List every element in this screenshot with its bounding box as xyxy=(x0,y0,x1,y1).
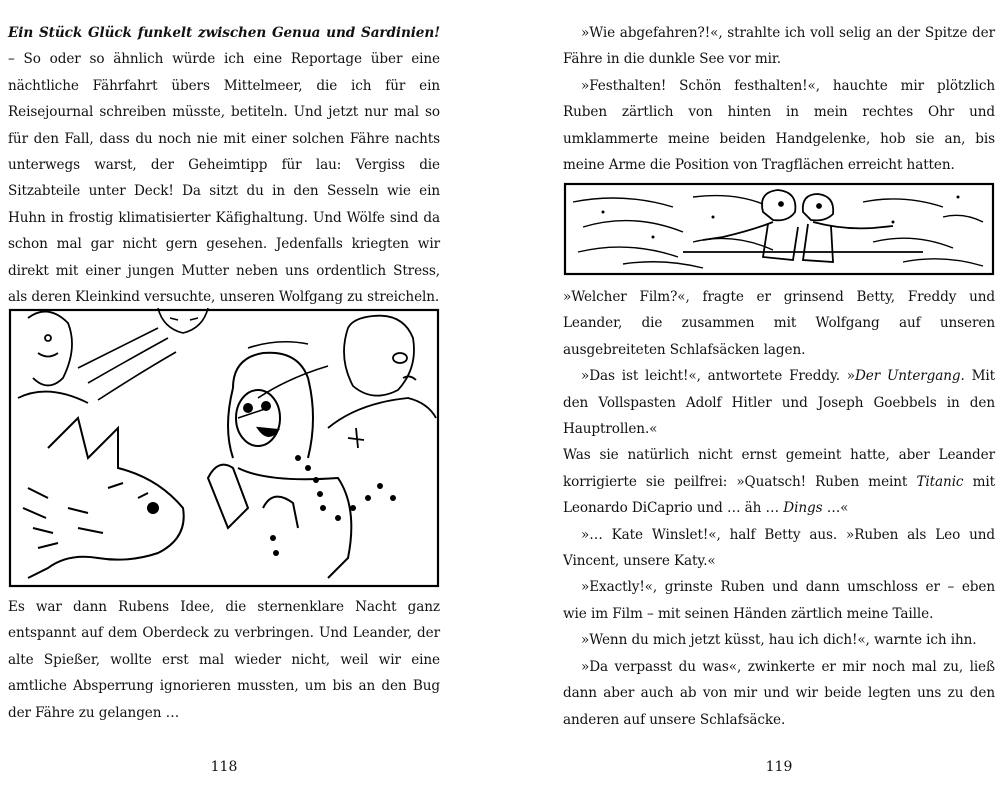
paragraph-7: »Exactly!«, grinste Ruben und dann umschloss er – eben wie im Film – mit seinen Händen zärtlich meine Taille. xyxy=(563,579,995,622)
intro-heading-phrase: Ein Stück Glück funkelt zwischen Genua und Sardinien! xyxy=(8,25,440,41)
p5-middle: mit Leonardo DiCaprio und … äh … xyxy=(563,473,996,517)
page-number-right: 119 xyxy=(765,759,793,775)
right-bottom-paragraphs xyxy=(563,284,995,733)
paragraph-8: »Wenn du mich jetzt küsst, hau ich dich!«, warnte ich ihn. xyxy=(581,632,977,649)
p4-start: »Das ist leicht!«, antwortete Freddy. » xyxy=(581,368,855,385)
film-title-titanic: Titanic xyxy=(916,473,964,490)
dings-word: Dings xyxy=(783,500,823,517)
page-number-left: 118 xyxy=(210,759,238,775)
intro-text: – So oder so ähnlich würde ich eine Reportage über eine nächtliche Fährfahrt übers Mittelmeer, die ich für ein Reisejournal schreiben müsste, betiteln. Und jetzt nur mal so für den Fall, dass du noch nie mit einer solchen Fähre nachts unterwegs warst, der Geheimtipp für lau: Vergiss die Sitzabteile unter Deck! Da sitzt du in den Sesseln wie ein Huhn in frostig klimatisierter Käfighaltung. Und Wölfe sind da schon mal gar nicht gern gesehen. Jedenfalls kriegten wir direkt mit einer jungen Mutter neben uns ordentlich Stress, als deren Kleinkind versuchte, unseren Wolfgang zu streicheln. xyxy=(8,51,440,306)
paragraph-3: »Welcher Film?«, fragte er grinsend Betty, Freddy und Leander, die zusammen mit Wolfgang auf unseren ausgebreiteten Schlafsäcken lagen. xyxy=(563,289,995,358)
paragraph-4 xyxy=(563,363,995,442)
paragraph-1: »Wie abgefahren?!«, strahlte ich voll selig an der Spitze der Fähre in die dunkle See vor mir. xyxy=(563,25,995,68)
ferry-bow-illustration xyxy=(563,182,995,276)
p4-end: Mit den Vollspasten Adolf Hitler und Joseph Goebbels in den Hauptrollen.« xyxy=(563,368,995,438)
paragraph-2: »Festhalten! Schön festhalten!«, hauchte mir plötzlich Ruben zärtlich von hinten in mein rechtes Ohr und umklammerte meine beiden Handgelenke, hob sie an, bis meine Arme die Position von Tragflächen erreicht hatten. xyxy=(563,77,995,174)
film-title-untergang: Der Untergang. xyxy=(854,368,965,385)
paragraph-5 xyxy=(563,442,995,521)
ferry-cabin-illustration xyxy=(8,308,440,588)
left-page xyxy=(8,0,440,800)
paragraph-9: »Da verpasst du was«, zwinkerte er mir noch mal zu, ließ dann aber auch ab von mir und wir beide legten uns zu den anderen auf unsere Schlafsäcke. xyxy=(563,658,995,728)
p5-start: Was sie natürlich nicht ernst gemeint hatte, aber Leander korrigierte sie peilfrei: »Quatsch! Ruben meint xyxy=(563,447,995,490)
cabin-sketch xyxy=(8,308,440,588)
left-intro-paragraph xyxy=(8,20,440,310)
right-top-paragraphs xyxy=(563,20,995,178)
right-page xyxy=(563,0,995,800)
left-after-image-paragraph xyxy=(8,594,440,726)
after-image-text: Es war dann Rubens Idee, die sternenklare Nacht ganz entspannt auf dem Oberdeck zu verbringen. Und Leander, der alte Spießer, wollte erst mal wieder nicht, weil wir eine amtliche Absperrung ignorieren mussten, um bis an den Bug der Fähre zu gelangen … xyxy=(8,599,440,721)
bow-sketch xyxy=(563,182,995,276)
paragraph-6: »… Kate Winslet!«, half Betty aus. »Ruben als Leo und Vincent, unsere Katy.« xyxy=(563,526,995,570)
p5-end: …« xyxy=(822,500,849,517)
